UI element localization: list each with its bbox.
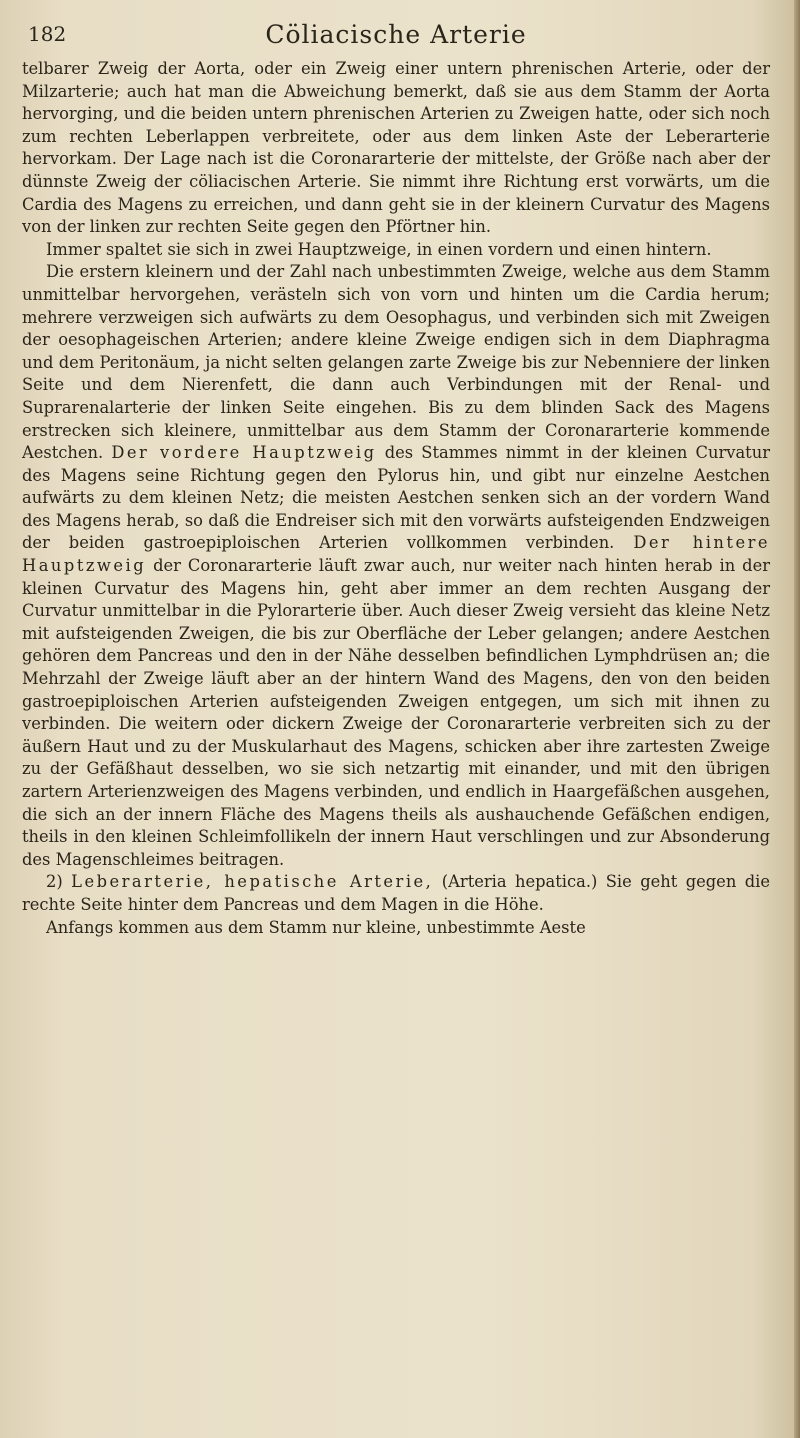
paragraph-text: Anfangs kommen aus dem Stamm nur kleine, unbestimmte Aeste [46, 917, 586, 937]
paragraph-p2 [22, 239, 770, 262]
page-header [22, 20, 770, 58]
paragraph-text: 2) [46, 872, 72, 892]
paragraph-text: telbarer Zweig der Aorta, oder ein Zweig einer untern phrenischen Arterie, oder der Milzarterie; auch hat man die Abweichung bemerkt, daß sie aus dem Stamm der Aorta hervorging, und die beiden untern phrenischen Arterien zu Zweigen hatte, oder sich noch zum rechten Leberlappen verbreitete, oder aus dem linken Aste der Leberarterie hervorkam. Der Lage nach ist die Coronararterie der mittelste, der Größe nach aber der dünnste Zweig der cöliacischen Arterie. Sie nimmt ihre Richtung erst vorwärts, um die Cardia des Magens zu erreichen, und dann geht sie in der kleinern Curvatur des Magens von der linken zur rechten Seite gegen den Pförtner hin. [22, 59, 770, 237]
paragraph-text: Die erstern kleinern und der Zahl nach unbestimmten Zweige, welche aus dem Stamm unmittelbar hervorgehen, verästeln sich von vorn und hinten um die Cardia herum; mehrere verzweigen sich aufwärts zu dem Oesophagus, und verbinden sich mit Zweigen der oesophageischen Arterien; andere kleine Zweige endigen sich in dem Diaphragma und dem Peritonäum, ja nicht selten gelangen zarte Zweige bis zur Nebenniere der linken Seite und dem Nierenfett, die dann auch Verbindungen mit der Renal- und Suprarenalarterie der linken Seite eingehen. Bis zu dem blinden Sack des Magens erstrecken sich kleinere, unmittelbar aus dem Stamm der Coronararterie kommende Aestchen. [22, 262, 770, 463]
spaced-heading-text: Der hintere Hauptzweig [22, 533, 771, 576]
page-number: 182 [28, 22, 67, 46]
paragraph-text: Immer spaltet sie sich in zwei Hauptzweige, in einen vordern und einen hintern. [46, 239, 712, 259]
paragraph-p4 [22, 871, 770, 916]
paragraph-p3 [22, 261, 770, 871]
running-title: Cöliacische Arterie [265, 20, 527, 49]
spaced-heading-text: Leberarterie, hepatische Arterie, [71, 872, 434, 892]
paragraph-text: des Stammes nimmt in der kleinen Curvatur des Magens seine Richtung gegen den Pylorus hin, und gibt nur einzelne Aestchen aufwärts zu dem kleinen Netz; die meisten Aestchen senken sich an der vordern Wand des Magens herab, so daß die Endreiser sich mit den vorwärts aufsteigenden Endzweigen der beiden gastroepiploischen Arterien vollkommen verbinden. [22, 443, 770, 553]
body-text [22, 58, 770, 939]
paragraph-text: (Arteria hepatica.) Sie geht gegen die rechte Seite hinter dem Pancreas und dem Magen in die Höhe. [22, 872, 770, 914]
paragraph-p1 [22, 58, 770, 239]
spaced-heading-text: Der vordere Hauptzweig [111, 443, 377, 463]
page-edge-shadow [794, 0, 800, 1438]
paragraph-text: der Coronararterie läuft zwar auch, nur weiter nach hinten herab in der kleinen Curvatur des Magens hin, geht aber immer an dem rechten Ausgang der Curvatur unmittelbar in die Pylorarterie über. Auch dieser Zweig versieht das kleine Netz mit aufsteigenden Zweigen, die bis zur Oberfläche der Leber gelangen; andere Aestchen gehören dem Pancreas und den in der Nähe desselben befindlichen Lymphdrüsen an; die Mehrzahl der Zweige läuft aber an der hintern Wand des Magens, den von den beiden gastroepiploischen Arterien aufsteigenden Zweigen entgegen, um sich mit ihnen zu verbinden. Die weitern oder dickern Zweige der Coronararterie verbreiten sich zu der äußern Haut und zu der Muskularhaut des Magens, schicken aber ihre zartesten Zweige zu der Gefäßhaut desselben, wo sie sich netzartig mit einander, und mit den übrigen zartern Arterienzweigen des Magens verbinden, und endlich in Haargefäßchen ausgehen, die sich an der innern Fläche des Magens theils als aushauchende Gefäßchen endigen, theils in den kleinen Schleimfollikeln der innern Haut verschlingen und zur Absonderung des Magenschleimes beitragen. [22, 556, 770, 869]
paragraph-p5 [22, 917, 770, 940]
